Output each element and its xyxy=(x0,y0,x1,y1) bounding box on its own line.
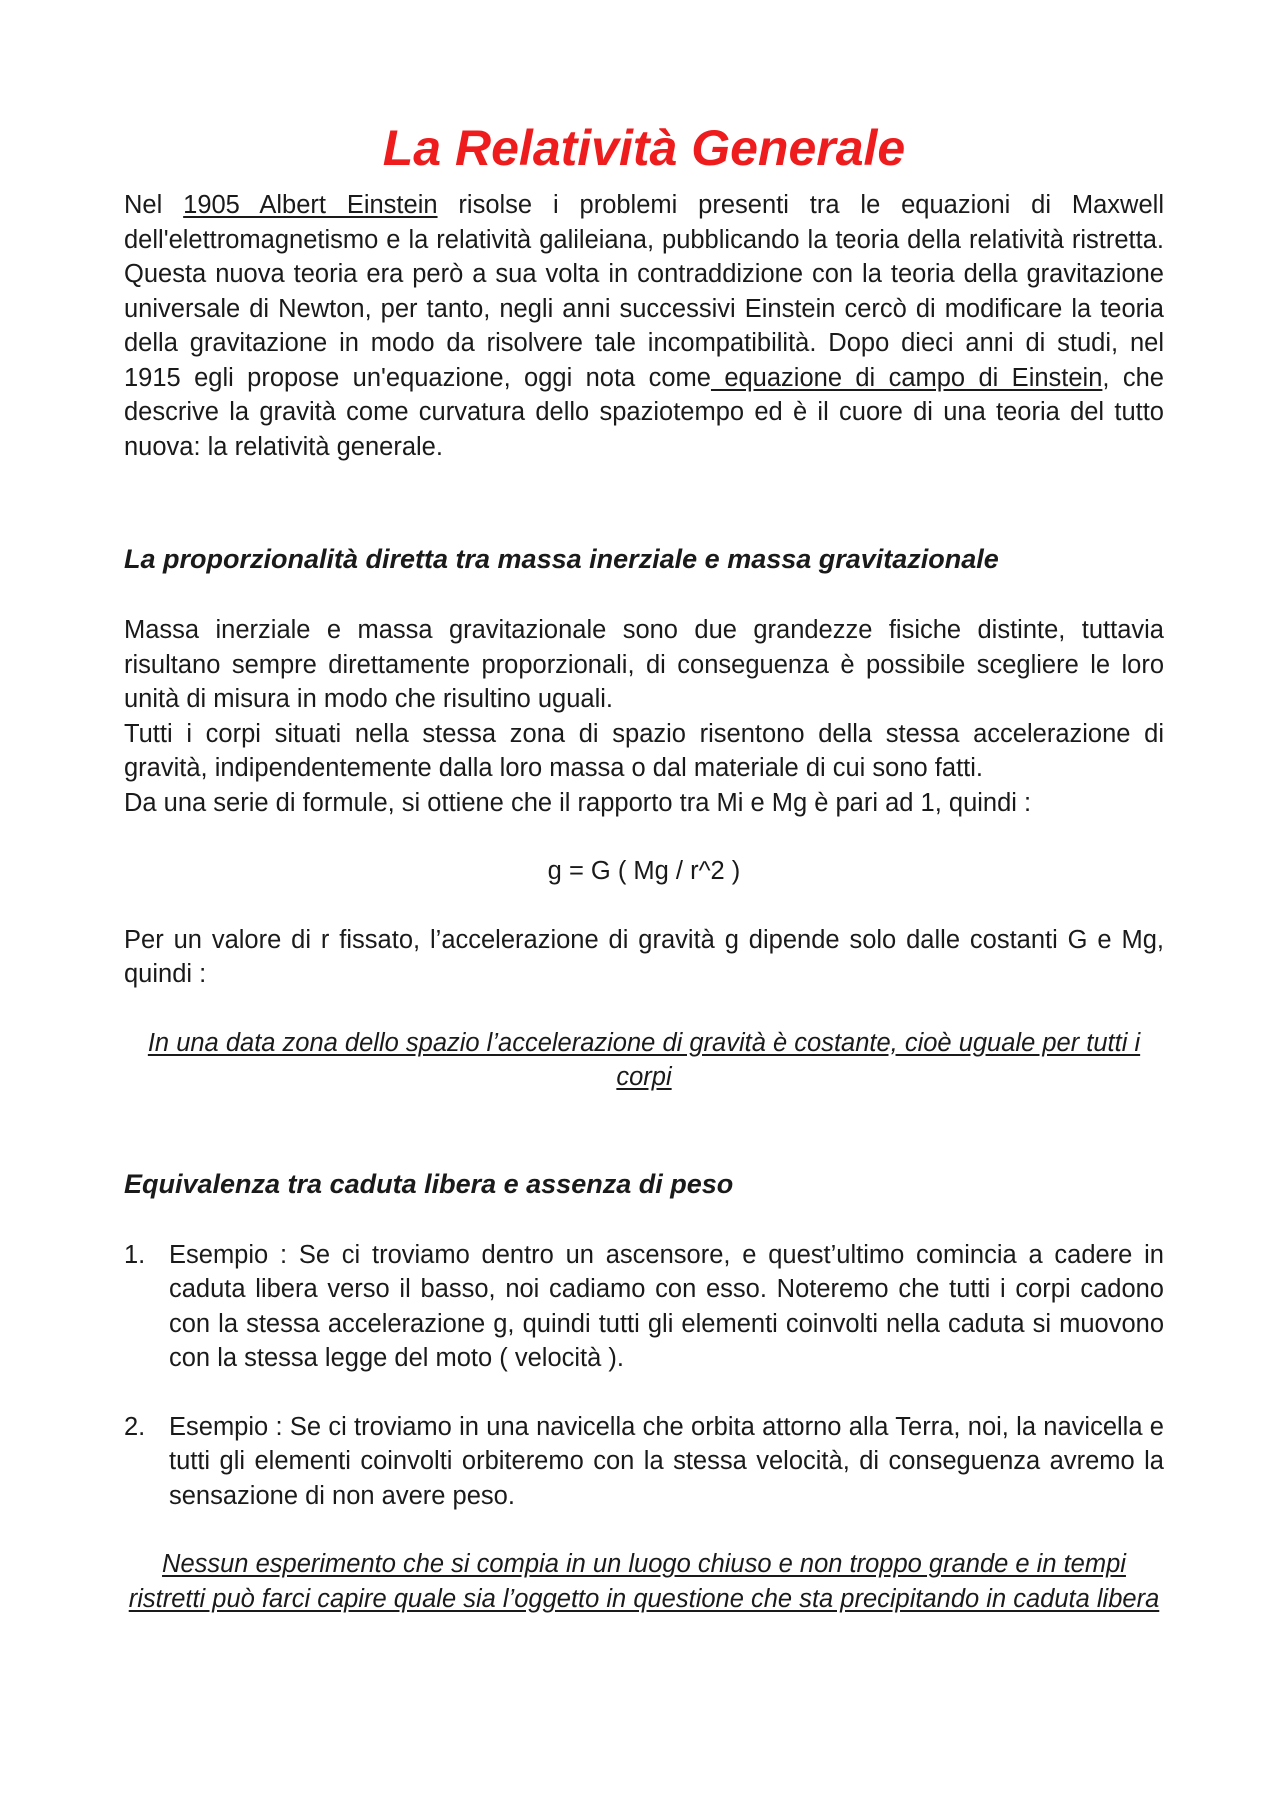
ratio-paragraph: Da una serie di formule, si ottiene che il rapporto tra Mi e Mg è pari ad 1, quindi : xyxy=(124,788,1032,817)
mass-paragraph: Massa inerziale e massa gravitazionale sono due grandezze fisiche distinte, tuttavia risultano sempre direttamente proporzionali, di conseguenza è possibile scegliere le loro unità di misura in modo che risultino uguali. xyxy=(124,616,1164,713)
list-item-text: Esempio : Se ci troviamo in una navicella che orbita attorno alla Terra, noi, la navicella e tutti gli elementi coinvolti orbiteremo con la stessa velocità, di conseguenza avremo la sensazione di non avere peso. xyxy=(169,1412,1164,1510)
document-content xyxy=(124,118,1164,1616)
list-item xyxy=(124,1410,1164,1514)
intro-text-start: Nel xyxy=(124,191,184,219)
section-heading-equivalence: Equivalenza tra caduta libera e assenza di peso xyxy=(124,1168,734,1199)
intro-text-end: , che descrive la gravità come curvatura dello spaziotempo ed è il cuore di una teoria del tutto nuova: la relatività generale. xyxy=(124,363,1164,461)
section-heading-proportionality: La proporzionalità diretta tra massa inerziale e massa gravitazionale xyxy=(124,544,999,574)
list-item-text: Esempio : Se ci troviamo dentro un ascensore, e quest’ultimo comincia a cadere in caduta libera verso il basso, noi cadiamo con esso. Noteremo che tutti i corpi cadono con la stessa accelerazione g, quindi tutti gli elementi coinvolti nella caduta si muovono con la stessa legge del moto ( velocità ). xyxy=(169,1240,1164,1372)
field-equation-link[interactable]: equazione di campo di Einstein xyxy=(710,363,1103,392)
section2-conclusion: Nessun esperimento che si compia in un luogo chiuso e non troppo grande e in tempi ristretti può farci capire quale sia l’oggetto in questione che sta precipitando in caduta libera xyxy=(128,1550,1160,1613)
gravity-formula: g = G ( Mg / r^2 ) xyxy=(547,857,741,885)
page-title: La Relatività Generale xyxy=(382,120,906,176)
einstein-1905-link[interactable]: 1905 Albert Einstein xyxy=(183,191,438,219)
fixed-r-paragraph: Per un valore di r fissato, l’accelerazione di gravità g dipende solo dalle costanti G e Mg, quindi : xyxy=(124,925,1164,988)
list-item xyxy=(124,1238,1164,1376)
examples-list xyxy=(124,1238,1164,1514)
section1-conclusion: In una data zona dello spazio l’accelerazione di gravità è costante, cioè uguale per tutti i corpi xyxy=(147,1028,1141,1091)
list-item-number: 1. xyxy=(124,1240,146,1269)
intro-text-middle: risolse i problemi presenti tra le equazioni di Maxwell dell'elettromagnetismo e la relatività galileiana, pubblicando la teoria della relatività ristretta. Questa nuova teoria era però a sua volta in contraddizione con la teoria della gravitazione universale di Newton, per tanto, negli anni successivi Einstein cercò di modificare la teoria della gravitazione in modo da risolvere tale incompatibilità. Dopo dieci anni di studi, nel 1915 egli propose un'equazione, oggi nota come xyxy=(124,191,1164,392)
list-item-number: 2. xyxy=(124,1412,146,1441)
gravity-paragraph: Tutti i corpi situati nella stessa zona di spazio risentono della stessa accelerazione di gravità, indipendentemente dalla loro massa o dal materiale di cui sono fatti. xyxy=(124,719,1164,782)
intro-paragraph xyxy=(124,188,1164,464)
